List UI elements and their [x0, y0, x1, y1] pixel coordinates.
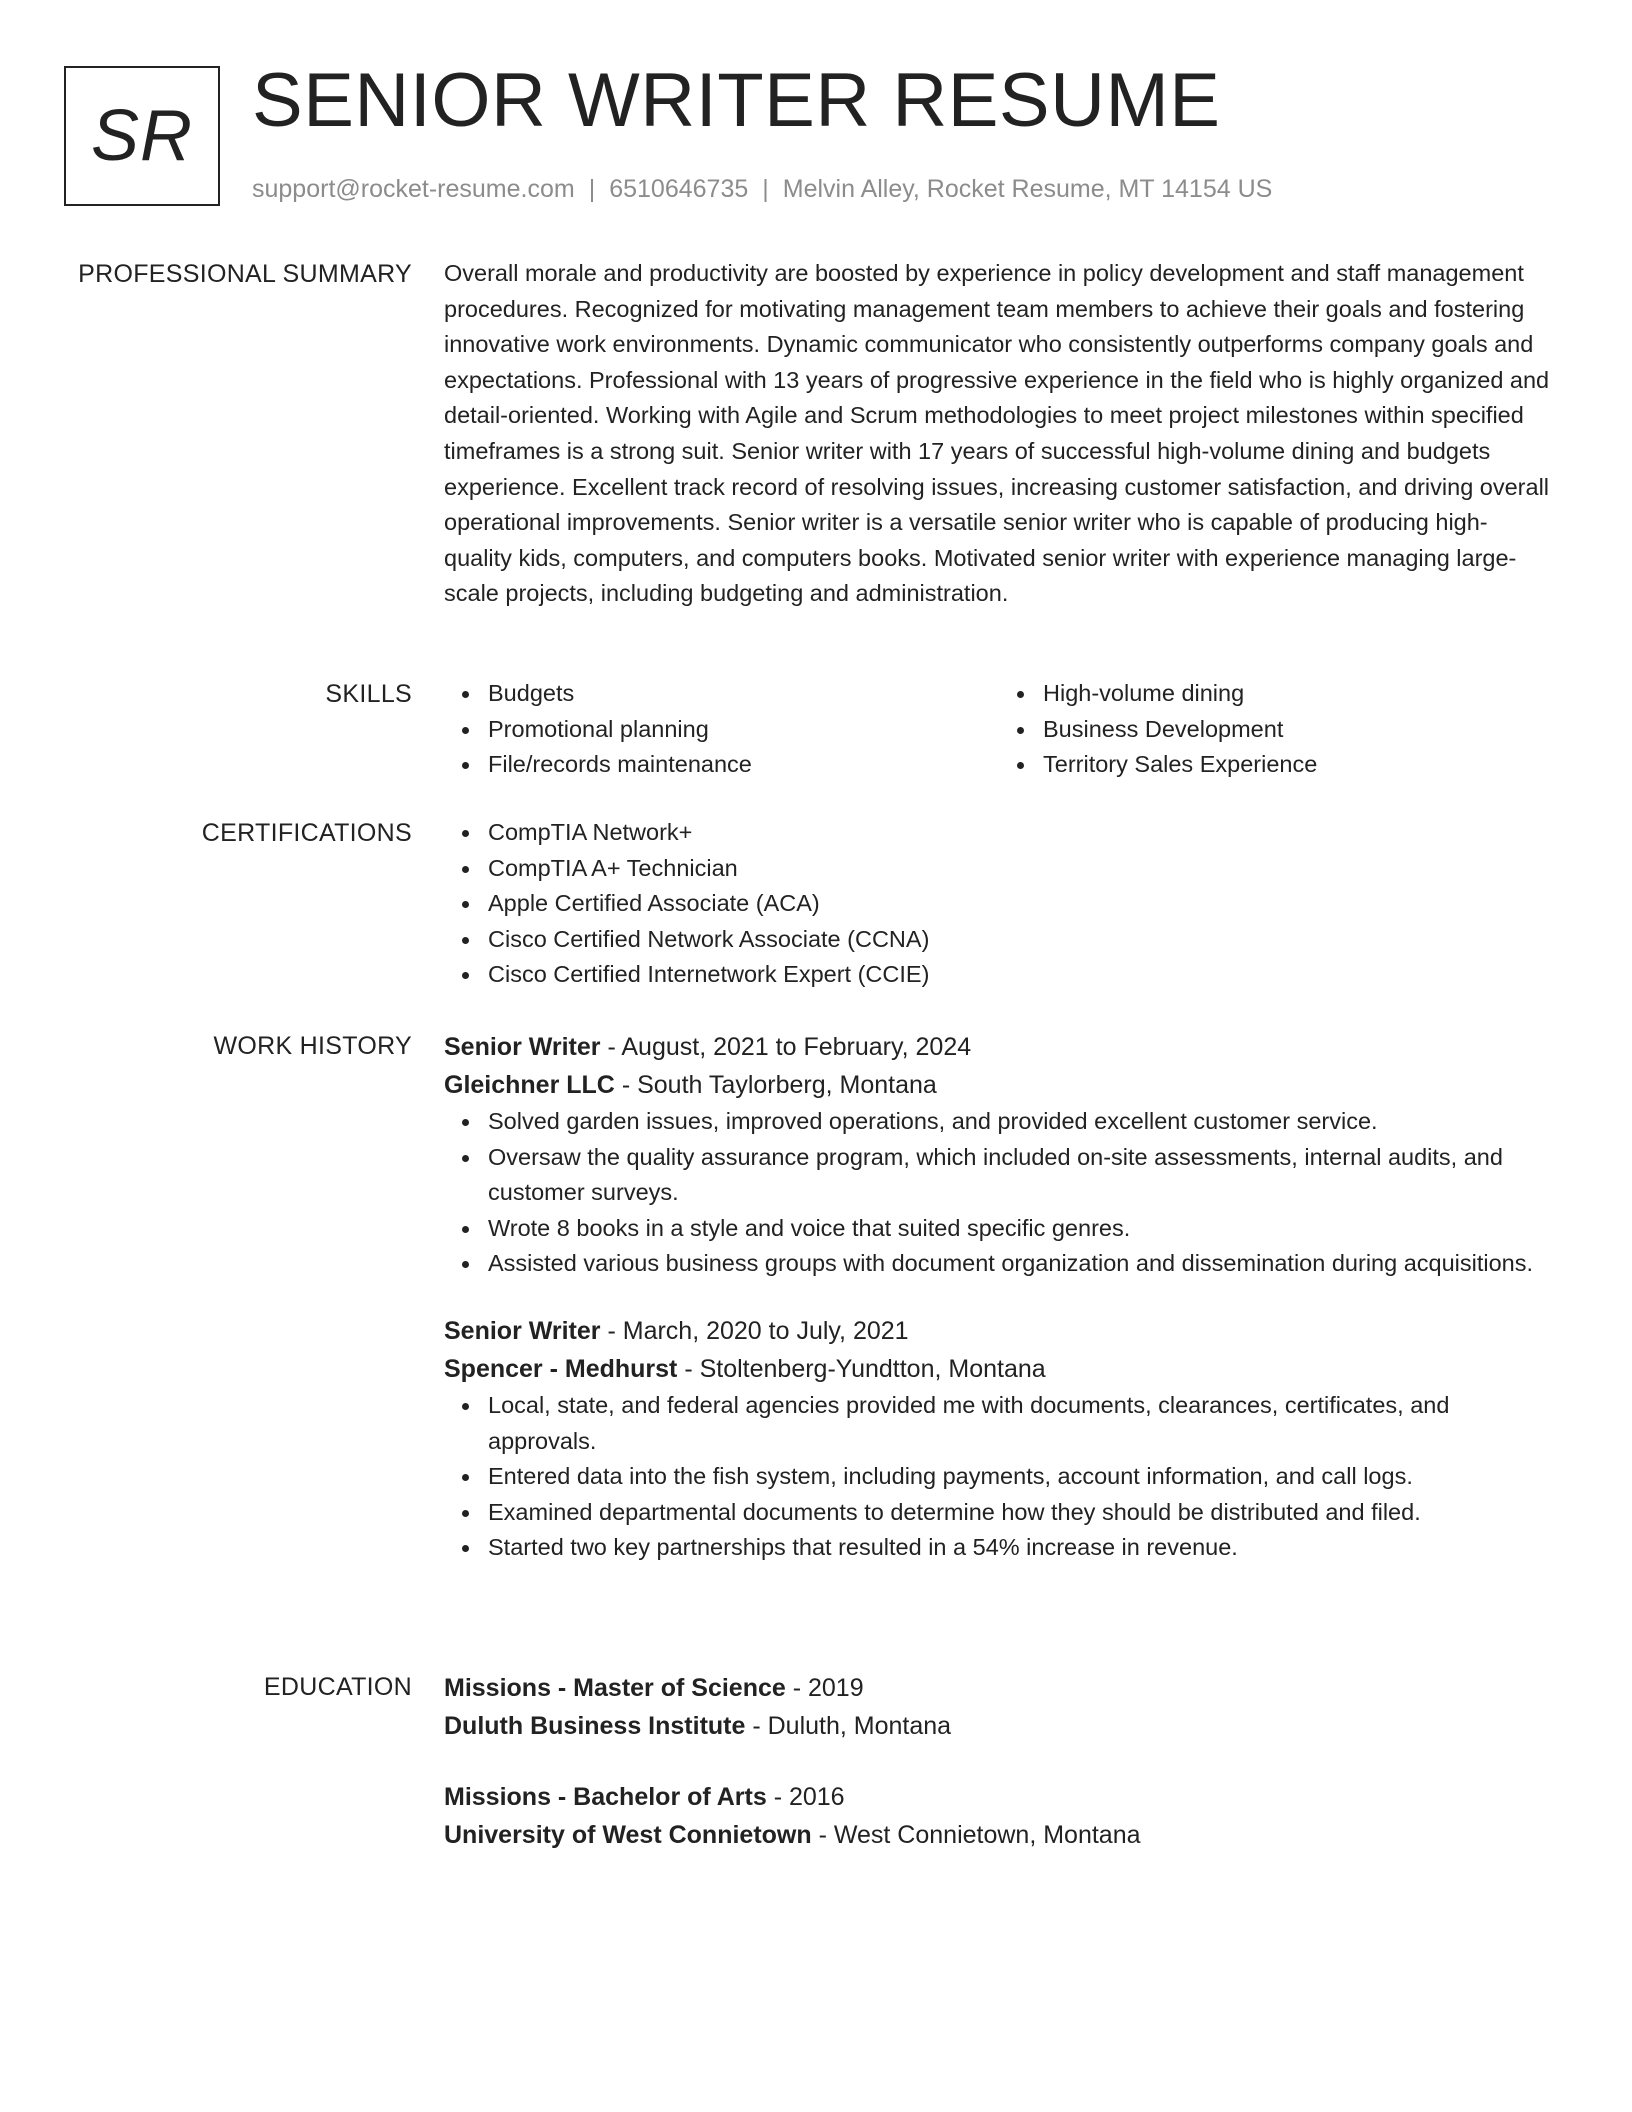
summary-body: [444, 256, 1554, 612]
skill-item: Business Development: [1043, 712, 1554, 748]
certification-item: Apple Certified Associate (ACA): [488, 886, 1554, 922]
skill-item: Budgets: [488, 676, 999, 712]
skill-item: Promotional planning: [488, 712, 999, 748]
certification-item: CompTIA A+ Technician: [488, 851, 1554, 887]
education-location: - West Connietown, Montana: [811, 1821, 1141, 1849]
education-year: - 2016: [766, 1783, 845, 1811]
work-history-section: [0, 1028, 1632, 1669]
job-company-line: [444, 1066, 1554, 1104]
contact-address: Melvin Alley, Rocket Resume, MT 14154 US: [782, 175, 1273, 203]
education-school: University of West Connietown: [444, 1821, 812, 1849]
education-degree-line: [444, 1778, 1554, 1816]
education-school: Duluth Business Institute: [444, 1712, 746, 1740]
contact-email[interactable]: support@rocket-resume.com: [252, 175, 575, 203]
education-degree: Missions - Bachelor of Arts: [444, 1783, 767, 1811]
education-school-line: [444, 1707, 1554, 1745]
skills-section: [0, 676, 1632, 815]
education-location: - Duluth, Montana: [745, 1712, 952, 1740]
certification-item: CompTIA Network+: [488, 815, 1554, 851]
job-title: Senior Writer: [444, 1033, 601, 1061]
job-bullet: Started two key partnerships that resulted in a 54% increase in revenue.: [488, 1530, 1554, 1566]
contact-separator: |: [762, 175, 769, 203]
job-company-line: [444, 1350, 1554, 1388]
job-dates: - August, 2021 to February, 2024: [600, 1033, 972, 1061]
skill-item: Territory Sales Experience: [1043, 747, 1554, 783]
job-title-line: [444, 1028, 1554, 1066]
contact-separator: |: [588, 175, 596, 203]
education-entry: [444, 1778, 1554, 1854]
section-label-certifications: CERTIFICATIONS: [201, 819, 412, 847]
education-year: - 2019: [785, 1674, 864, 1702]
section-label-skills: SKILLS: [325, 680, 412, 708]
page-title: SENIOR WRITER RESUME: [252, 58, 1221, 143]
job-dates: - March, 2020 to July, 2021: [600, 1316, 909, 1345]
section-label-summary: PROFESSIONAL SUMMARY: [78, 260, 412, 288]
job-title: Senior Writer: [444, 1316, 601, 1345]
job-company: Spencer - Medhurst: [444, 1354, 678, 1383]
skills-grid: [444, 676, 1554, 783]
monogram-initials: SR: [90, 96, 194, 176]
summary-section: [0, 256, 1632, 676]
education-degree-line: [444, 1669, 1554, 1707]
education-degree: Missions - Master of Science: [444, 1674, 786, 1702]
contact-line: [252, 172, 1272, 206]
job-location: - South Taylorberg, Montana: [614, 1071, 937, 1099]
education-school-line: [444, 1816, 1554, 1854]
job-bullet: Solved garden issues, improved operations, and provided excellent customer service.: [488, 1104, 1554, 1140]
job-entry: [444, 1028, 1554, 1282]
job-bullets: [444, 1104, 1554, 1282]
resume-sections: [0, 256, 1632, 1854]
certification-item: Cisco Certified Network Associate (CCNA): [488, 922, 1554, 958]
certifications-body: [444, 815, 1554, 993]
job-bullet: Assisted various business groups with document organization and dissemination during acquisitions.: [488, 1246, 1554, 1282]
education-entry: [444, 1669, 1554, 1745]
monogram-box: [64, 66, 220, 206]
contact-phone[interactable]: 6510646735: [609, 175, 749, 203]
job-title-line: [444, 1312, 1554, 1350]
skill-item: File/records maintenance: [488, 747, 999, 783]
section-label-work-history: WORK HISTORY: [213, 1032, 412, 1060]
job-bullet: Wrote 8 books in a style and voice that suited specific genres.: [488, 1211, 1554, 1247]
skill-item: High-volume dining: [1043, 676, 1554, 712]
education-section: [0, 1669, 1632, 1854]
certifications-section: [0, 815, 1632, 1028]
education-body: [444, 1669, 1554, 1854]
job-bullet: Examined departmental documents to determine how they should be distributed and filed.: [488, 1495, 1554, 1531]
job-bullet: Oversaw the quality assurance program, which included on-site assessments, internal audits, and customer surveys.: [488, 1140, 1554, 1211]
skills-column-2: [999, 676, 1554, 783]
skills-column-1: [444, 676, 999, 783]
section-label-education: EDUCATION: [263, 1673, 412, 1701]
certifications-list: [444, 815, 1554, 993]
job-company: Gleichner LLC: [444, 1071, 615, 1099]
job-bullets: [444, 1388, 1554, 1566]
job-entry: [444, 1312, 1554, 1566]
job-location: - Stoltenberg-Yundtton, Montana: [677, 1354, 1046, 1383]
job-bullet: Local, state, and federal agencies provided me with documents, clearances, certificates, and approvals.: [488, 1388, 1554, 1459]
certification-item: Cisco Certified Internetwork Expert (CCIE): [488, 957, 1554, 993]
summary-text: Overall morale and productivity are boosted by experience in policy development and staff management procedures. Recognized for motivating management team members to achieve their goals and fostering innovative work environments. Dynamic communicator who consistently outperforms company goals and expectations. Professional with 13 years of progressive experience in the field who is highly organized and detail-oriented. Working with Agile and Scrum methodologies to meet project milestones within specified timeframes is a strong suit. Senior writer with 17 years of successful high-volume dining and budgets experience. Excellent track record of resolving issues, increasing customer satisfaction, and driving overall operational improvements. Senior writer is a versatile senior writer who is capable of producing high-quality kids, computers, and computers books. Motivated senior writer with experience managing large-scale projects, including budgeting and administration.: [444, 260, 1550, 607]
job-bullet: Entered data into the fish system, including payments, account information, and call logs.: [488, 1459, 1554, 1495]
work-history-body: [444, 1028, 1554, 1566]
